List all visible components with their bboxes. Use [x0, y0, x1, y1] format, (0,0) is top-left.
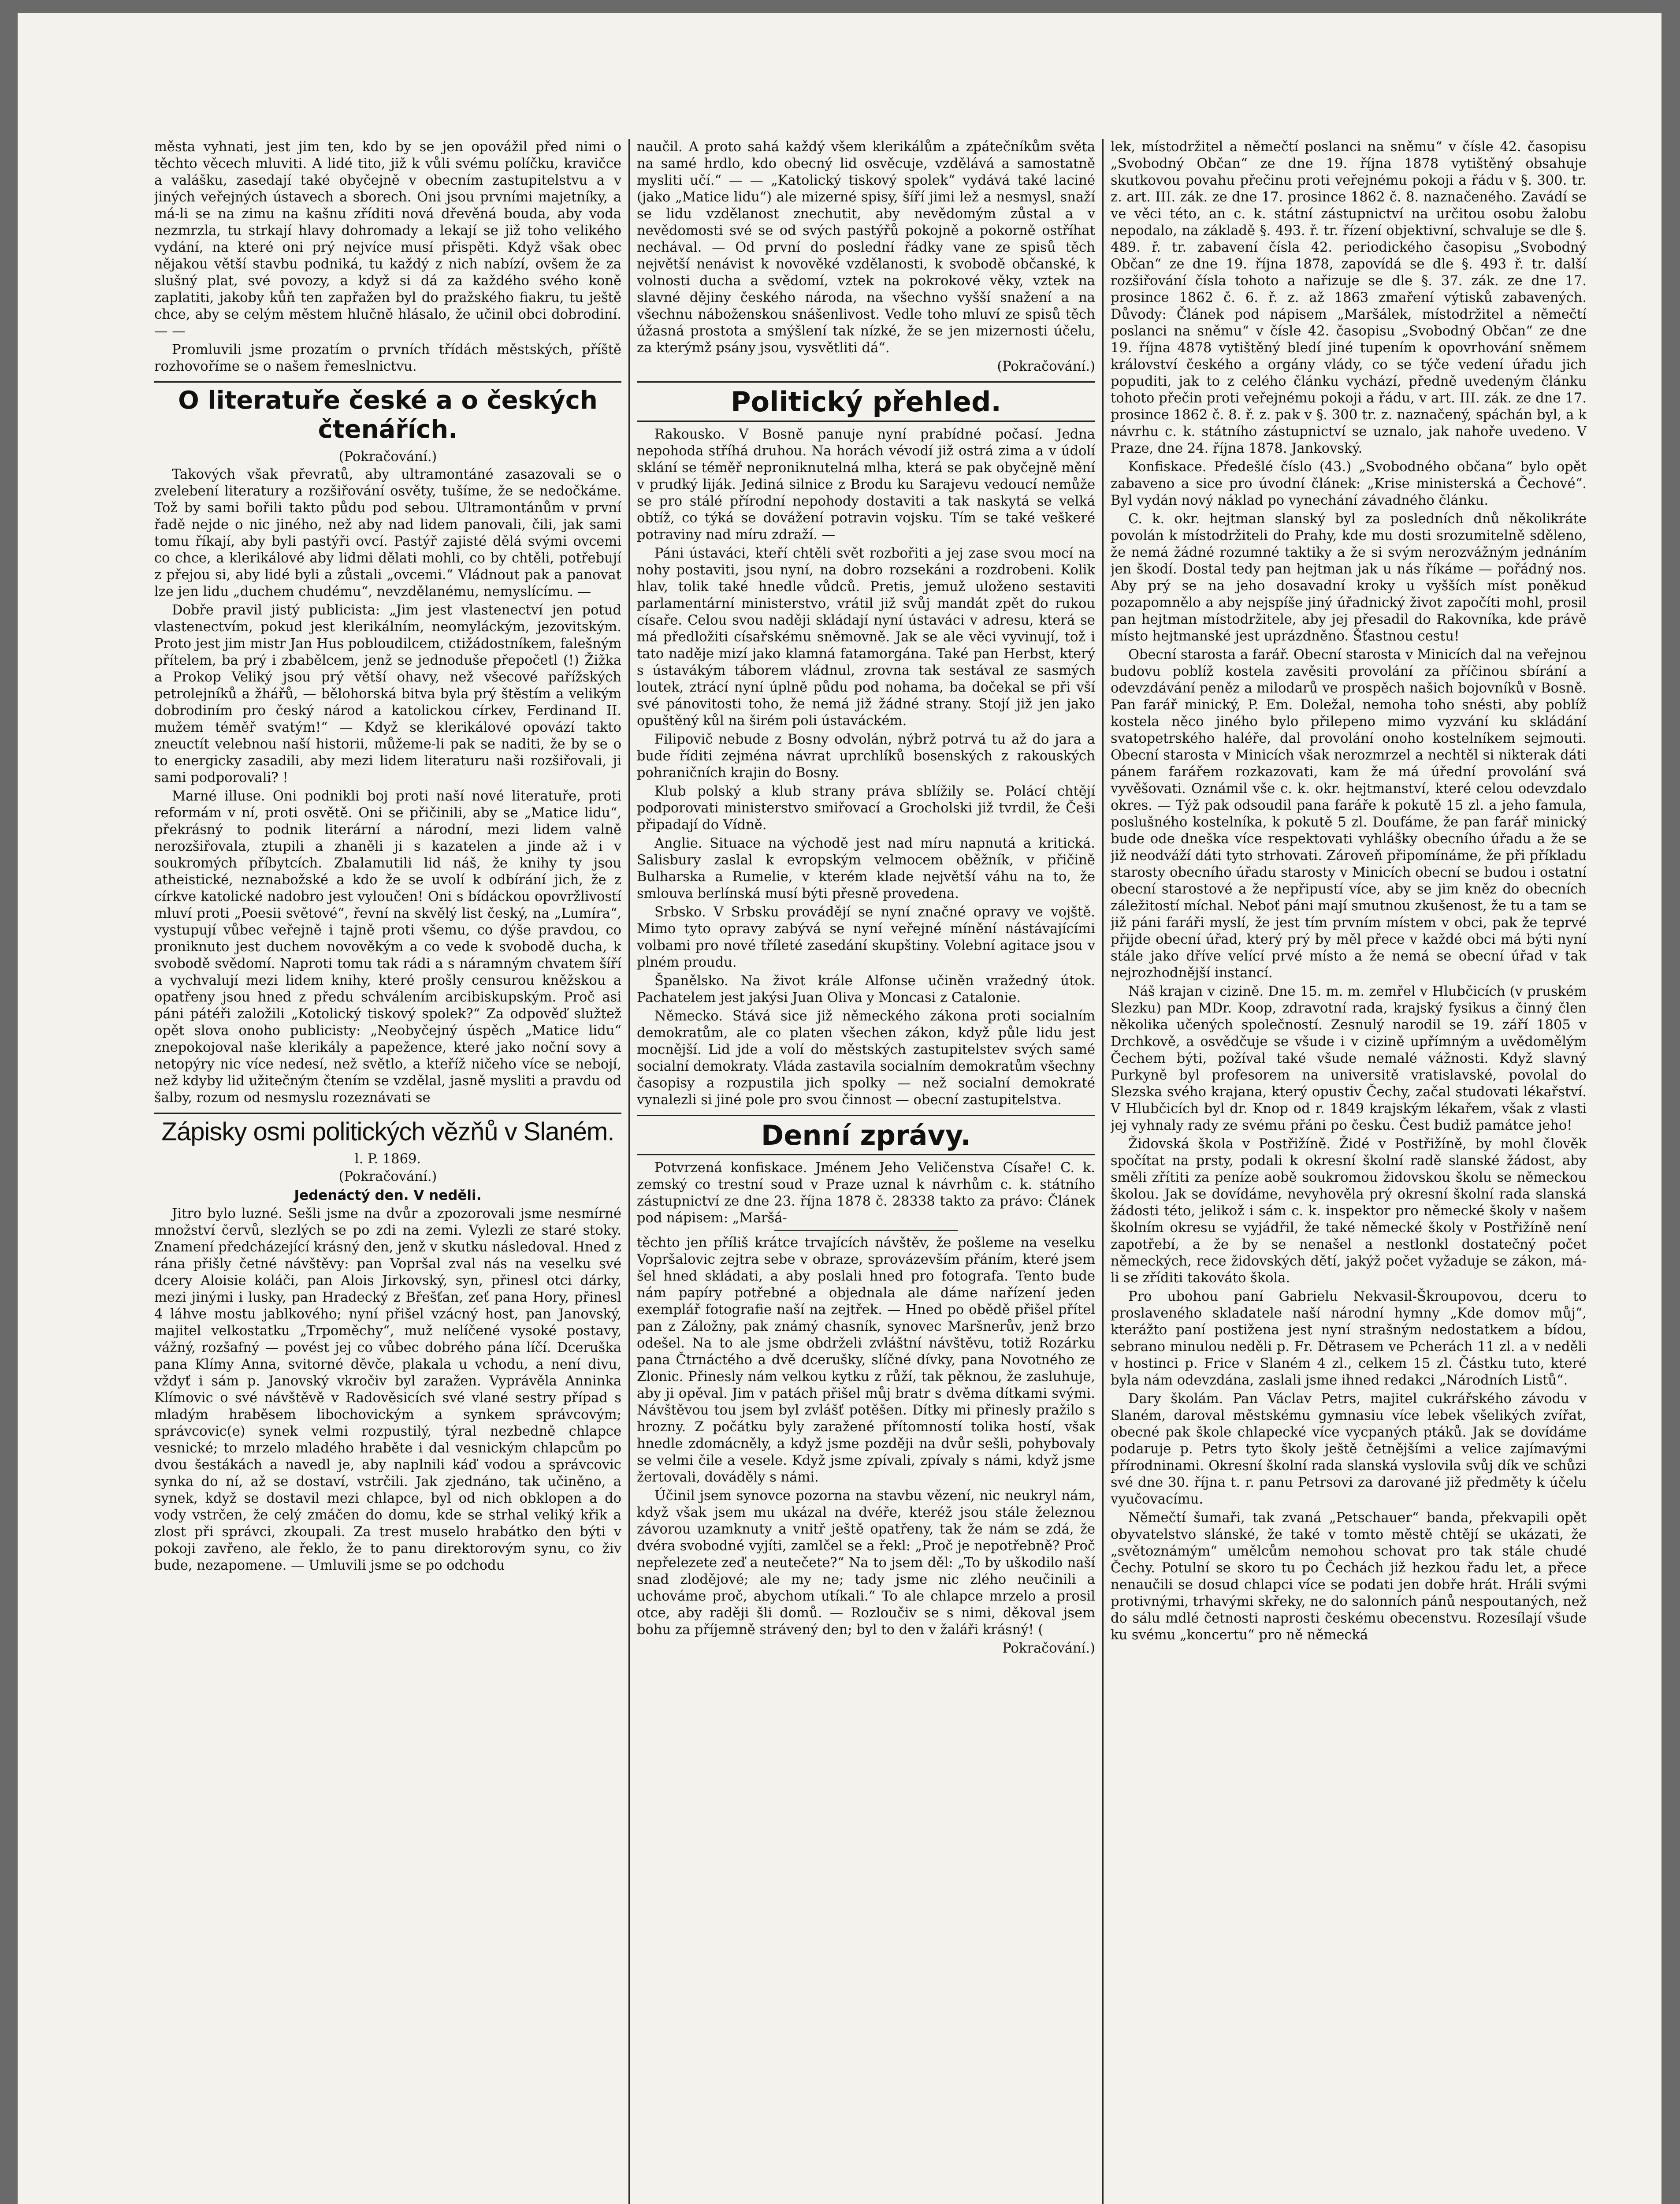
- column-right: [1111, 139, 1587, 2204]
- headline-prisoners-notes: Zápisky osmi politických vězňů v Slaném.: [154, 1113, 621, 1147]
- column-rule: [1102, 139, 1104, 2204]
- article-paragraph: těchto jen příliš krátce trvajících návštěv, že pošleme na veselku Vopršalovic zejtra sebe v obraze, sprovázevším přáním, které jsem šel hned skládati, a aby poslali hned pro fotografa. Tento bude nám papíry potřebné a objednala ale dáme nařízení jeden exemplář fotografie naší na zejtřek. — Hned po obědě přišel přítel pan z Záložny, pak známý chasník, synovec Maršnerův, jenž brzo odešel. Na to ale jsme obdrželi zvláštní návštěvu, totiž Rozárku pana Čtrnáctého a dvě dcerušky, slíčné dívky, pana Novotného ze Zlonic. Přinesly nám velkou kytku z růží, tak pěknou, že zasluhuje, aby ji opěval. Jim v patách přišel můj bratr s dvěma dítkami svými. Návštěvou tou jsem byl zvlášť potěšen. Dítky mi přinesly pražilo s hrozny. Z počátku byly zaražené přítomností tolika hostí, však hnedle zdomácněly, a když jsme později na dvůr sešli, pohybovaly se velmi čile a vesele. Když jsme zpívali, zpívaly s námi, když jsme žertovali, dováděly s námi.: [637, 1235, 1095, 1485]
- continuation-note: (Pokračování.): [997, 359, 1095, 374]
- news-item: Konfiskace. Předešlé číslo (43.) „Svobodného občana“ bylo opět zabaveno a sice pro úvodní článek: „Krise ministerská a Čechové“. Byl vydán nový náklad po vynechání závadného článku.: [1111, 459, 1587, 508]
- news-item: Anglie. Situace na východě jest nad míru napnutá a kritická. Salisbury zaslal k evropským velmocem oběžník, v přičině Bulharska a Rumelie, v kterém klade největší váhu na to, že smlouva berlínská musí býti přesně provedena.: [637, 836, 1095, 901]
- article-paragraph: Jitro bylo luzné. Sešli jsme na dvůr a zpozorovali jsme nesmírné množství červů, slezlých se po zdi na zemi. Vylezli ze staré stoky. Znamení předcházející krásný den, jenž v skutku následoval. Hned z rána přišly četné návštěvy: pan Vopršal zval nás na veselku své dcery Aloisie koláči, pan Alois Jirkovský, syn, přinesl otci dárky, mezi jinými i lusky, pan Hradecký z Břešťan, zeť pana Hory, přinesl 4 láhve mostu jablkového; nyní přišel vzácný host, pan Janovský, majitel velkostatku „Trpoměchy“, muž nelíčené vysoké postavy, vážný, rozšafný — povést jej co vůbec dobrého pána líčí. Dceruška pana Klímy Anna, svitorné děvče, plakala u vchodu, a není divu, vždyť i sám p. Janovský vkročiv byl zaražen. Vyprávěla Anninka Klímovic o své návštěvě v Radověsicích své vlané sestry případ s mladým hraběsem libochovickým a synkem správcovým; správcovic(e) synek velmi rozpustilý, týral nezbedně chlapce vesnické; to mrzelo mladého hraběte i dal vesnickým chlapcům po dvou šestákách a navedl je, aby naplnili káď vodou a správcovic synka do ní, až se dostaví, vstrčili. Jak zjednáno, tak učiněno, a synek, když se dostavil mezi chlapce, byl od nich obklopen a do vody vstrčen, že celý zmáčen do domu, kde se strhal veliký křik a zlost při správci, zkoupali. Za trest muselo hrabátko den býti v pokoji zavřeno, ale řeklo, že to panu direktorovým synu, co živ bude, nezapomene. — Umluvili jsme se po odchodu: [154, 1206, 621, 1573]
- news-item: Páni ústaváci, kteří chtěli svět rozbořiti a jej zase svou mocí na nohy postaviti, jsou nyní, na dobro rozsekáni a rozdrobeni. Kolik hlav, tolik také hnedle vůdců. Pretis, jemuž uloženo sestaviti parlamentární ministerstvo, vrátil již svůj mandát zpět do rukou císaře. Celou svou naději skládají nyní ústaváci v adresu, která se má předložiti císařskému sněmovně. Jak se ale věci vyvinují, tož i tato naděje mizí jako klamná fatamorgána. Také pan Herbst, který s ústavákým táborem vládnul, zrovna tak sestával ze sasmých loutek, ztrácí nyní úplně půdu pod nohama, ba dočekal se při vší své pánovitosti toho, že nemá již žádné strany. Stojí již jen jako opuštěný kůl na širém poli ústaváckém.: [637, 546, 1095, 729]
- news-item: Obecní starosta a farář. Obecní starosta v Minicích dal na veřejnou budovu poblíž kostela zavěsiti provolání za příčinou sbírání a odevzdávání peněz a milodarů ve prospěch našich bojovníků v Bosně. Pan farář minický, P. Em. Doležal, nemoha toho snésti, aby poblíž kostela něco jiného bylo přilepeno mimo vyzvání ku skládání svatopetrského haléře, dal provolání onoho kostelníkem sejmouti. Obecní starosta v Minicích však nerozmrzel a nechtěl si nikterak dáti pánem farářem rozkazovati, kam že má úřední provolání svá vyvěšovati. Oznámil vše c. k. okr. hejtmanství, které celou odevzdalo okres. — Týž pak odsoudil pana faráře k pokutě 15 zl. a jeho famula, poslušného kostelníka, k pokutě 5 zl. Doufáme, že pan farář minický bude ode dneška více respektovati vyhlášky obecního úřadu a že se již neodváží dáti tyto strhovati. Zároveň připomínáme, že při příkladu starosty obecního úřadu starosty v Minicích obecní se budou i ostatní obecní starostové a že nepřipustí více, aby se jim kněz do obecních záležitostí míchal. Neboť páni mají smutnou zkušenost, že tu a tam se již páni faráři myslí, že jest tím prvním místem v obci, pak že teprvé přijde obecní úřad, který prý by měl přece v každé obci má býti nyní stále jako dříve velící prvé místo a že nemá se obecní úřad v tak nejrozhodnější instancí.: [1111, 647, 1587, 981]
- news-item: Dary školám. Pan Václav Petrs, majitel cukrářského závodu v Slaném, daroval městskému gymnasiu více lebek všelikých zvířat, obecné pak škole chlapecké více vycpaných ptáků. Jak se dovídáme podaruje p. Petrs tyto školy ještě četnějšími a velice zajímavými přírodninami. Okresní školní rada slanská vyslovila svůj dík ve schůzi své dne 30. října t. r. panu Petrsovi za darované již předměty k účelu vyučovacímu.: [1111, 1391, 1587, 1507]
- section-title-daily-news: Denní zprávy.: [637, 1115, 1095, 1155]
- article-paragraph: Promluvili jsme prozatím o prvních třídách městských, příště rozhovoříme se o našem řemeslnictvu.: [154, 342, 621, 374]
- section-title-politics: Politický přehled.: [637, 381, 1095, 422]
- news-item: Filipovič nebude z Bosny odvolán, nýbrž potrvá tu až do jara a bude říditi zejména návrat uprchlíků bosenských z rakouských pohraničních krajin do Bosny.: [637, 732, 1095, 781]
- headline-year: l. P. 1869.: [354, 1151, 421, 1167]
- column-rule: [628, 139, 630, 2204]
- news-item: Potvrzená konfiskace. Jménem Jeho Veličenstva Císaře! C. k. zemský co trestní soud v Praze uznal k návrhům c. k. státního zástupnictví ze dne 23. října 1878 č. 28338 takto za právo: Článek pod nápisem: „Maršá-: [637, 1160, 1095, 1226]
- article-paragraph: Takových však převratů, aby ultramontáné zasazovali se o zvelebení literatury a rozšiřování osvěty, tušíme, že se nedočkáme. Tož by sami bořili takto půdu pod sebou. Ultramontánům v první řadě nejde o nic jiného, než aby nad lidem panovali, čili, jak sami tomu říkají, aby byli pastýři ovcí. Pastýř zajisté dělá svými ovcemi co chce, a klerikálové aby lidmi dělati mohli, co by chtěli, potřebují z přejou si, aby lidé byli a zůstali „ovcemi.“ Vládnout pak a panovat lze jen lidu „duchem chudému“, nevzdělanému, nemyslícímu. —: [154, 467, 621, 599]
- news-item: C. k. okr. hejtman slanský byl za posledních dnů několikráte povolán k místodržiteli do Prahy, kde mu dosti srozumitelně sděleno, že nemá žádné rozumné taktiky a že si svým nerozvážným jednáním jen škodí. Dostal tedy pan hejtman jak u nás říkáme — pořádný nos. Aby prý se na jeho dosavadní kroky u vyšších míst poněkud pozapomnělo a aby nejspíše jiný úřadnický život započíti mohl, prosil pan hejtman místodržitele, aby jej přesadil do Rakovníka, kde právě místo hejtmanské jest uprázdněno. Šťastnou cestu!: [1111, 511, 1587, 644]
- news-item: Srbsko. V Srbsku provádějí se nyní značné opravy ve vojště. Mimo tyto opravy zabývá se nyní veřejné mínění nástávajícími volbami pro nové tříleté zasedání skupštiny. Volební agitace jsou v plném proudu.: [637, 905, 1095, 970]
- article-paragraph: Dobře pravil jistý publicista: „Jim jest vlastenectví jen potud vlastenectvím, pokud jest klerikálním, neomyláckým, jezovitským. Proto jest jim mistr Jan Hus pobloudilcem, ctižádostníkem, falešným přítelem, ba prý i zbabělcem, jenž se jednoduše přepočetl (!) Žižka a Prokop Veliký jsou prý větší ohavy, než všecové pařížských petrolejníků a žhářů, — bělohorská bitva byla prý štěstím a velikým dobrodiním pro český národ a katolickou církev, Ferdinand II. mužem téměř svatým!“ — Když se klerikálové opovází takto zneuctít velebnou naší historii, můžeme-li pak se naditi, že by se o to energicky zasadili, aby mezi lidem literaturu naši rozšiřovali, ji sami podporovali? !: [154, 603, 621, 786]
- newspaper-page: [154, 139, 1587, 2204]
- news-item: Španělsko. Na život krále Alfonse učiněn vražedný útok. Pachatelem jest jakýsi Juan Oliva y Moncasi z Catalonie.: [637, 973, 1095, 1005]
- article-paragraph: Marné illuse. Oni podnikli boj proti naší nové literatuře, proti reformám v ní, proti osvětě. Oni se přičinili, aby se „Matice lidu“, překrásný to podnik literární a národní, mezi lidem valně nerozšiřovala, ztupili a zhaněli ji s kazatelen a jinde až i v soukromých příbytcích. Zbalamutili lid náš, že knihy ty jsou atheistické, neznabožské a kdo že se uvolí k odbírání jich, že z církve katolické nadobro jest vyloučen! Oni s bídáckou opovržlivostí mluví proti „Poesii světové“, řevní na skvělý list český, na „Lumíra“, vystupují vůbec veřejně i tajně proti všemu, co dýše pravdou, co proniknuto jest duchem novověkým a co vede k svobodě ducha, k svobodě svědomí. Naproti tomu tak rádi a s náramným chvatem šíří a vychvalují mezi lidem knihy, které prošly censurou kněžskou a opatřeny jsou hned z předu schválením arcibiskupským. Proč asi páni pátéři založili „Kotolický tiskový spolek?“ Za odpověď služtež opět slova onoho publicisty: „Neobyčejný úspěch „Matice lidu“ znepokojoval naše klerikály a papežence, které jako noční sovy a netopýry nic více nedesí, než světlo, a kteříž ničeho více se nebojí, než kdyby lid užitečným čtením se vzdělal, jasně mysliti a pravdu od šalby, rozum od nesmyslu rozeznávati se: [154, 789, 621, 1106]
- article-paragraph: města vyhnati, jest jim ten, kdo by se jen opovážil před nimi o těchto věcech mluviti. A lidé tito, již k vůli svému políčku, kravičce a valášku, zasedají také obyčejně v obecním zastupitelstvu a v jiných veřejných ústavech a sborech. Oni jsou prvními majetníky, a má-li se na zimu na kašnu zříditi nová dřevěná bouda, aby voda nezmrzla, tu strkají hlavy dohromady a lekají se již toho velikého vydání, na které oni prý nejvíce musí přispěti. Když však obec nějakou větší stavbu podniká, tu každý z nich nabízí, ovšem že za slušný plat, své povozy, a když si dá za každého svého koně zaplatiti, jakoby kůň ten zapřažen byl do pražského fiakru, tu ještě chce, aby se celým městem hlučně hlásalo, že učinil obci dobrodiní. — —: [154, 139, 621, 339]
- column-left: [154, 139, 621, 2204]
- news-item: lek, místodržitel a němečtí poslanci na sněmu“ v čísle 42. časopisu „Svobodný Občan“ ze dne 19. října 1878 vytištěný obsahuje skutkovou povahu přečinu proti veřejnému pokoji a řádu v §. 300. tr. z. art. III. zák. ze dne 17. prosince 1862 č. 8. naznačeného. Zavádí se ve věci této, an c. k. státní zástupnictví na určitou osobu žalobu nepodalo, na základě §. 493. ř. tr. řízení objektivní, schvaluje se dle §. 489. ř. tr. zabavení čísla 42. periodického časopisu „Svobodný Občan“ ze dne 19. října 1878, zapovídá se dle §. 493 ř. tr. další rozšiřování čísla tohoto a nařizuje se dle §. 37. zák. ze dne 17. prosince 1862 č. 6. ř. z. až 1863 zmaření výtisků zabavených. Důvody: Článek pod nápisem „Maršálek, místodržitel a němečtí poslanci na sněmu“ v čísle 42. časopisu „Svobodný Občan“ ze dne 19. října 4878 vytištěný bledí jiné tupením k opovrhování sněmem království českého a orgány vlády, co se týče vedení úřadu jich popuditi, jak to z celého článku vychází, předně uvedeným článku tohoto přečin proti veřejnému pokoji a řádu, v art. III. zák. ze dne 17. prosince 1862 č. 8. ř. z. pak v §. 300 tr. z. naznačený, spáchán byl, a k návrhu c. k. státního zástupnictví se uznalo, jak nahoře uvedeno. V Praze, dne 24. října 1878. Jankovský.: [1111, 139, 1587, 456]
- newspaper-sheet: [18, 13, 1661, 2204]
- news-item: Náš krajan v cizině. Dne 15. m. m. zemřel v Hlubčicích (v pruském Slezku) pan MDr. Koop, zdravotní rada, krajský fysikus a činný člen několika učených společností. Zesnulý narodil se 19. září 1805 v Drchkově, a osvědčuje se všude i v cizině upřímným a uvědomělým Čechem býti, požíval také všude nemalé vážnosti. Když slavný Purkyně byl profesorem na universitě vratislavské, povolal do Slezska svého krajana, který opustiv Čechy, začal studovati lékařství. V Hlubčicích byl dr. Knop od r. 1849 krajským lékařem, však z vlasti jej vyhnaly rady ze svému přáni po česku. Čest budiž památce jeho!: [1111, 984, 1587, 1133]
- news-item: Klub polský a klub strany práva sblížily se. Polácí chtějí podporovati ministerstvo smiřovací a Grocholski již tvrdil, že Češi připadají do Vídně.: [637, 784, 1095, 833]
- continuation-note: Pokračování.): [1002, 1641, 1095, 1656]
- news-item: Rakousko. V Bosně panuje nyní prabídné počasí. Jedna nepohoda stříhá druhou. Na horách vévodí již ostrá zima a v údolí sklání se téměř neproniknutelná mlha, která se pak obyčejně mění v prudký liják. Jediná silnice z Brodu ku Sarajevu vedoucí nemůže se pro stálé přírodní nepohody dostaviti a tak naskytá se velká obtíž, co týká se dovážení potravin vojsku. Tím se také veškeré potraviny nad míru zdraží. —: [637, 427, 1095, 543]
- section-subheading: Jedenáctý den. V neděli.: [294, 1188, 482, 1203]
- divider: [774, 1230, 958, 1231]
- continuation-note: (Pokračování.): [338, 449, 437, 465]
- article-paragraph: Účinil jsem synovce pozorna na stavbu vězení, nic neukryl nám, když však jsem mu ukázal na dvéře, kteréž jsou stále železnou závorou uzamknuty a vnitř ještě opatřeny, tak že nám se zdá, že dvéra svobodné vyjíti, zamlčel se a řekl: „Proč je nepotřebně? Proč nepřelezete zeď a neutečete?“ Na to jsem děl: „To by uškodilo naší snad zlodějové; ale my ne; tady jsme nic zlého neučinili a uchováme proč, abychom utíkali.“ To ale chlapce mrzelo a prosil otce, aby raději šli domů. — Rozloučiv se s nimi, děkoval jsem bohu za příjemně strávený den; byl to den v žaláři krásný! (: [637, 1488, 1095, 1638]
- news-item: Židovská škola v Postřižíně. Židé v Postřižíně, by mohl člověk spočítat na prsty, podali k okresní školní radě slanské žádost, aby směli zřítiti za peníze aobě soukromou židovskou školu se německou školou. Jak se dovídáme, nevyhověla prý okresní školní rada slanská žádosti této, jelikož i sám c. k. inspektor pro německé školy v našem školním okresu se vyjádřil, že také německé školy v Postřižíně není zapotřebí, a že by se nenašel a nestlonkl dostatečný počet německých, rece židovských dětí, jakýž počet vyžaduje se zákon, má-li se zříditi takováto škola.: [1111, 1136, 1587, 1286]
- headline-literature: O literatuře české a o českých čtenářích.: [154, 381, 621, 444]
- article-paragraph: naučil. A proto sahá každý všem klerikálům a zpátečníkům světa na samé hrdlo, kdo obecný lid osvěcuje, vzdělává a samostatně mysliti učí.“ — — „Katolický tiskový spolek“ vydává také laciné (jako „Matice lidu“) ale mizerné spisy, šíří jimi lež a nesmysl, snaží se lidu vzdělanost znechutit, aby nevědomým zůstal a v nevědomosti své se od svých pastýřů pokojně a pokorně ostříhat nechával. — Od první do poslední řádky vane ze spisů těch největší nenávist k novověké vzdělanosti, k svobodě občanské, k volnosti ducha a svědomí, vztek na pokrokové věky, vztek na slavné dějiny českého národa, na všechno vyšší snažení a na všechnu náboženskou snášenlivost. Vedle toho mluví ze spisů těch úžasná prostota a smýšlení tak nízké, že se jen mizernosti účelu, za kterýmž psány jsou, vysvětliti dá“.: [637, 139, 1095, 356]
- column-middle: [637, 139, 1095, 2204]
- news-item: Pro ubohou paní Gabrielu Nekvasil-Škroupovou, dceru to proslaveného skladatele naší národní hymny „Kde domov můj“, kterážto paní postižena jest nyní strašným nedostatkem a bídou, sebrano minulou neděli p. Fr. Dětrasem ve Pcherách 11 zl. a v neděli v hostinci p. Frice v Slaném 4 zl., celkem 15 zl. Částku tuto, které byla nám odevzdána, zaslali jsme ihned redakci „Národních Listů“.: [1111, 1289, 1587, 1388]
- continuation-note: (Pokračování.): [338, 1169, 437, 1184]
- news-item: Německo. Stává sice již německého zákona proti socialním demokratům, ale co platen všechen zákon, když půle lidu jest mocnější. Lid jde a volí do městských zastupitelstev svých samé socialní demokraty. Vláda zastavila socialním demokratům všechny časopisy a rozpustila jich spolky — než socialní demokraté vynalezli si jiné pole pro svou činnost — obecní zastupitelstva.: [637, 1009, 1095, 1108]
- news-item: Němečtí šumaři, tak zvaná „Petschauer“ banda, překvapili opět obyvatelstvo slánské, že také v tomto městě chtějí se ukázati, že „světoznámým“ umělcům nemohou schovat pro tak stále chudé Čechy. Potulní se skoro tu po Čechách již hezkou řadu let, a přece nenaučili se dosud chlapci více se podati jen dobře hrát. Hráli svými protivnými, trhavými skřeky, ne do salonních pánů nespoutaných, než do sálu mdlé četnosti naprosti českému obecenstvu. Rozesílají všude ku svému „koncertu“ pro ně německá: [1111, 1510, 1587, 1643]
